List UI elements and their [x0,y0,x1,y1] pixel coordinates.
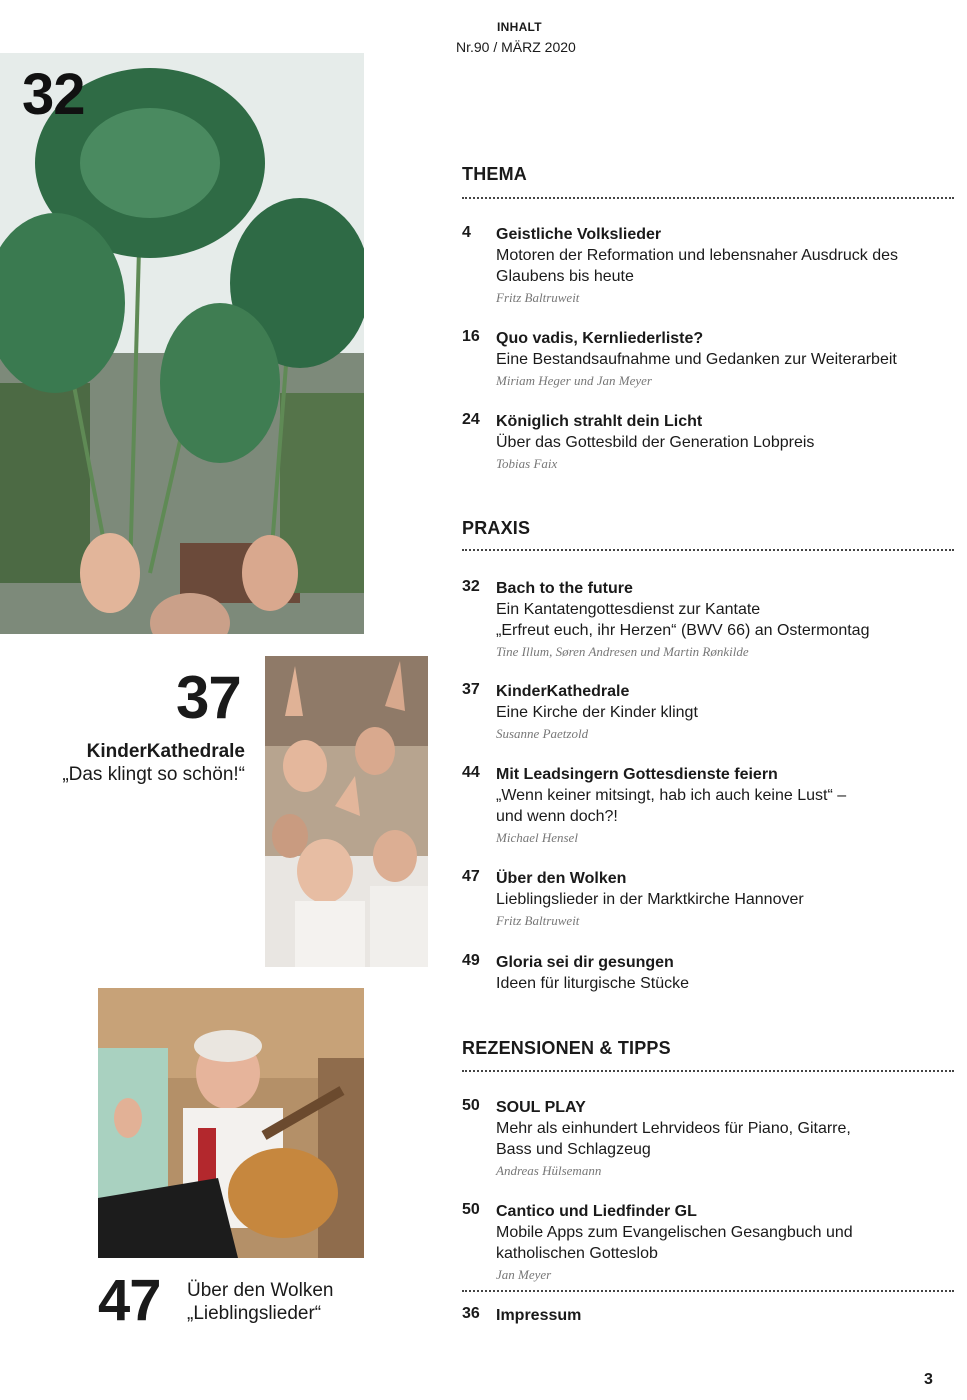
toc-page-number: 37 [462,681,480,698]
toc-author: Miriam Heger und Jan Meyer [496,373,652,388]
feature-teaser [187,1279,333,1325]
toc-description: Bass und Schlagzeug [496,1141,651,1158]
toc-description: „Wenn keiner mitsingt, hab ich auch keine Lust“ – [496,787,847,804]
toc-page-number: 4 [462,224,471,241]
toc-entry[interactable] [462,681,942,745]
issue-info: Nr.90 / MÄRZ 2020 [456,39,576,55]
toc-author: Fritz Baltruweit [496,290,580,305]
feature-page-number: 47 [98,1268,161,1333]
toc-author: Jan Meyer [496,1267,552,1282]
magazine-section-label: INHALT [497,20,542,34]
toc-page-number: 16 [462,328,480,345]
toc-description: Lieblingslieder in der Marktkirche Hannover [496,891,804,908]
toc-entry[interactable] [462,1097,942,1182]
toc-description: „Erfreut euch, ihr Herzen“ (BWV 66) an Ostermontag [496,622,870,639]
feature-title: KinderKathedrale [86,741,245,762]
toc-page-number: 49 [462,952,480,969]
toc-page-number: 36 [462,1305,480,1322]
toc-page-number: 32 [462,578,480,595]
toc-description: Motoren der Reformation und lebensnaher Ausdruck des [496,247,899,264]
toc-author: Fritz Baltruweit [496,913,580,928]
toc-entry[interactable] [462,952,942,994]
toc-author: Tine Illum, Søren Andresen und Martin Rønkilde [496,644,749,659]
toc-title: Über den Wolken [496,870,627,887]
toc-description: Mobile Apps zum Evangelischen Gesangbuch und [496,1224,853,1241]
toc-page-number: 50 [462,1201,480,1218]
toc-description: Eine Bestandsaufnahme und Gedanken zur Weiterarbeit [496,351,897,368]
toc-description: Ein Kantatengottesdienst zur Kantate [496,601,761,618]
toc-page-number: 24 [462,411,480,428]
section-heading-thema: THEMA [462,164,527,184]
toc-page-number: 47 [462,868,480,885]
feature-quote: „Lieblingslieder“ [187,1303,322,1324]
toc-title: Gloria sei dir gesungen [496,954,674,971]
toc-title: Cantico und Liedfinder GL [496,1203,697,1220]
toc-description: Mehr als einhundert Lehrvideos für Piano, Gitarre, [496,1120,851,1137]
toc-title: Mit Leadsingern Gottesdienste feiern [496,766,778,783]
toc-page-number: 44 [462,764,480,781]
toc-entry[interactable] [462,1201,942,1286]
toc-title: KinderKathedrale [496,683,630,700]
toc-entry-impressum[interactable] [462,1305,942,1326]
section-heading-praxis: PRAXIS [462,518,531,538]
toc-entry[interactable] [462,868,942,932]
feature-page-number: 32 [22,62,85,127]
toc-entry[interactable] [462,328,942,392]
toc-description: katholischen Gotteslob [496,1245,658,1262]
toc-title: Impressum [496,1307,582,1324]
feature-quote: „Das klingt so schön!“ [62,764,245,785]
toc-author: Tobias Faix [496,456,558,471]
toc-author: Michael Hensel [496,830,578,845]
toc-title: SOUL PLAY [496,1099,586,1116]
toc-title: Königlich strahlt dein Licht [496,413,703,430]
toc-description: Eine Kirche der Kinder klingt [496,704,698,721]
divider [462,1070,954,1072]
guitarist-singer-photo [98,988,364,1258]
toc-entry[interactable] [462,224,942,309]
toc-description: Über das Gottesbild der Generation Lobpreis [496,434,815,451]
feature-page-number: 37 [176,664,241,731]
toc-author: Andreas Hülsemann [496,1163,602,1178]
toc-description: Glaubens bis heute [496,268,634,285]
toc-description: Ideen für liturgische Stücke [496,975,689,992]
section-heading-rezensionen: REZENSIONEN & TIPPS [462,1038,671,1058]
toc-title: Bach to the future [496,580,633,597]
page-number: 3 [924,1371,933,1388]
toc-author: Susanne Paetzold [496,726,589,741]
divider [462,1290,954,1292]
toc-entry[interactable] [462,764,942,849]
toc-title: Quo vadis, Kernliederliste? [496,330,704,347]
toc-entry[interactable] [462,578,942,663]
children-choir-photo [265,656,428,967]
palm-leaves-photo [0,53,364,634]
toc-title: Geistliche Volkslieder [496,226,662,243]
toc-page-number: 50 [462,1097,480,1114]
toc-description: und wenn doch?! [496,808,618,825]
feature-teaser [62,740,245,786]
feature-title: Über den Wolken [187,1280,334,1301]
toc-entry[interactable] [462,411,942,475]
divider [462,549,954,551]
divider [462,197,954,199]
